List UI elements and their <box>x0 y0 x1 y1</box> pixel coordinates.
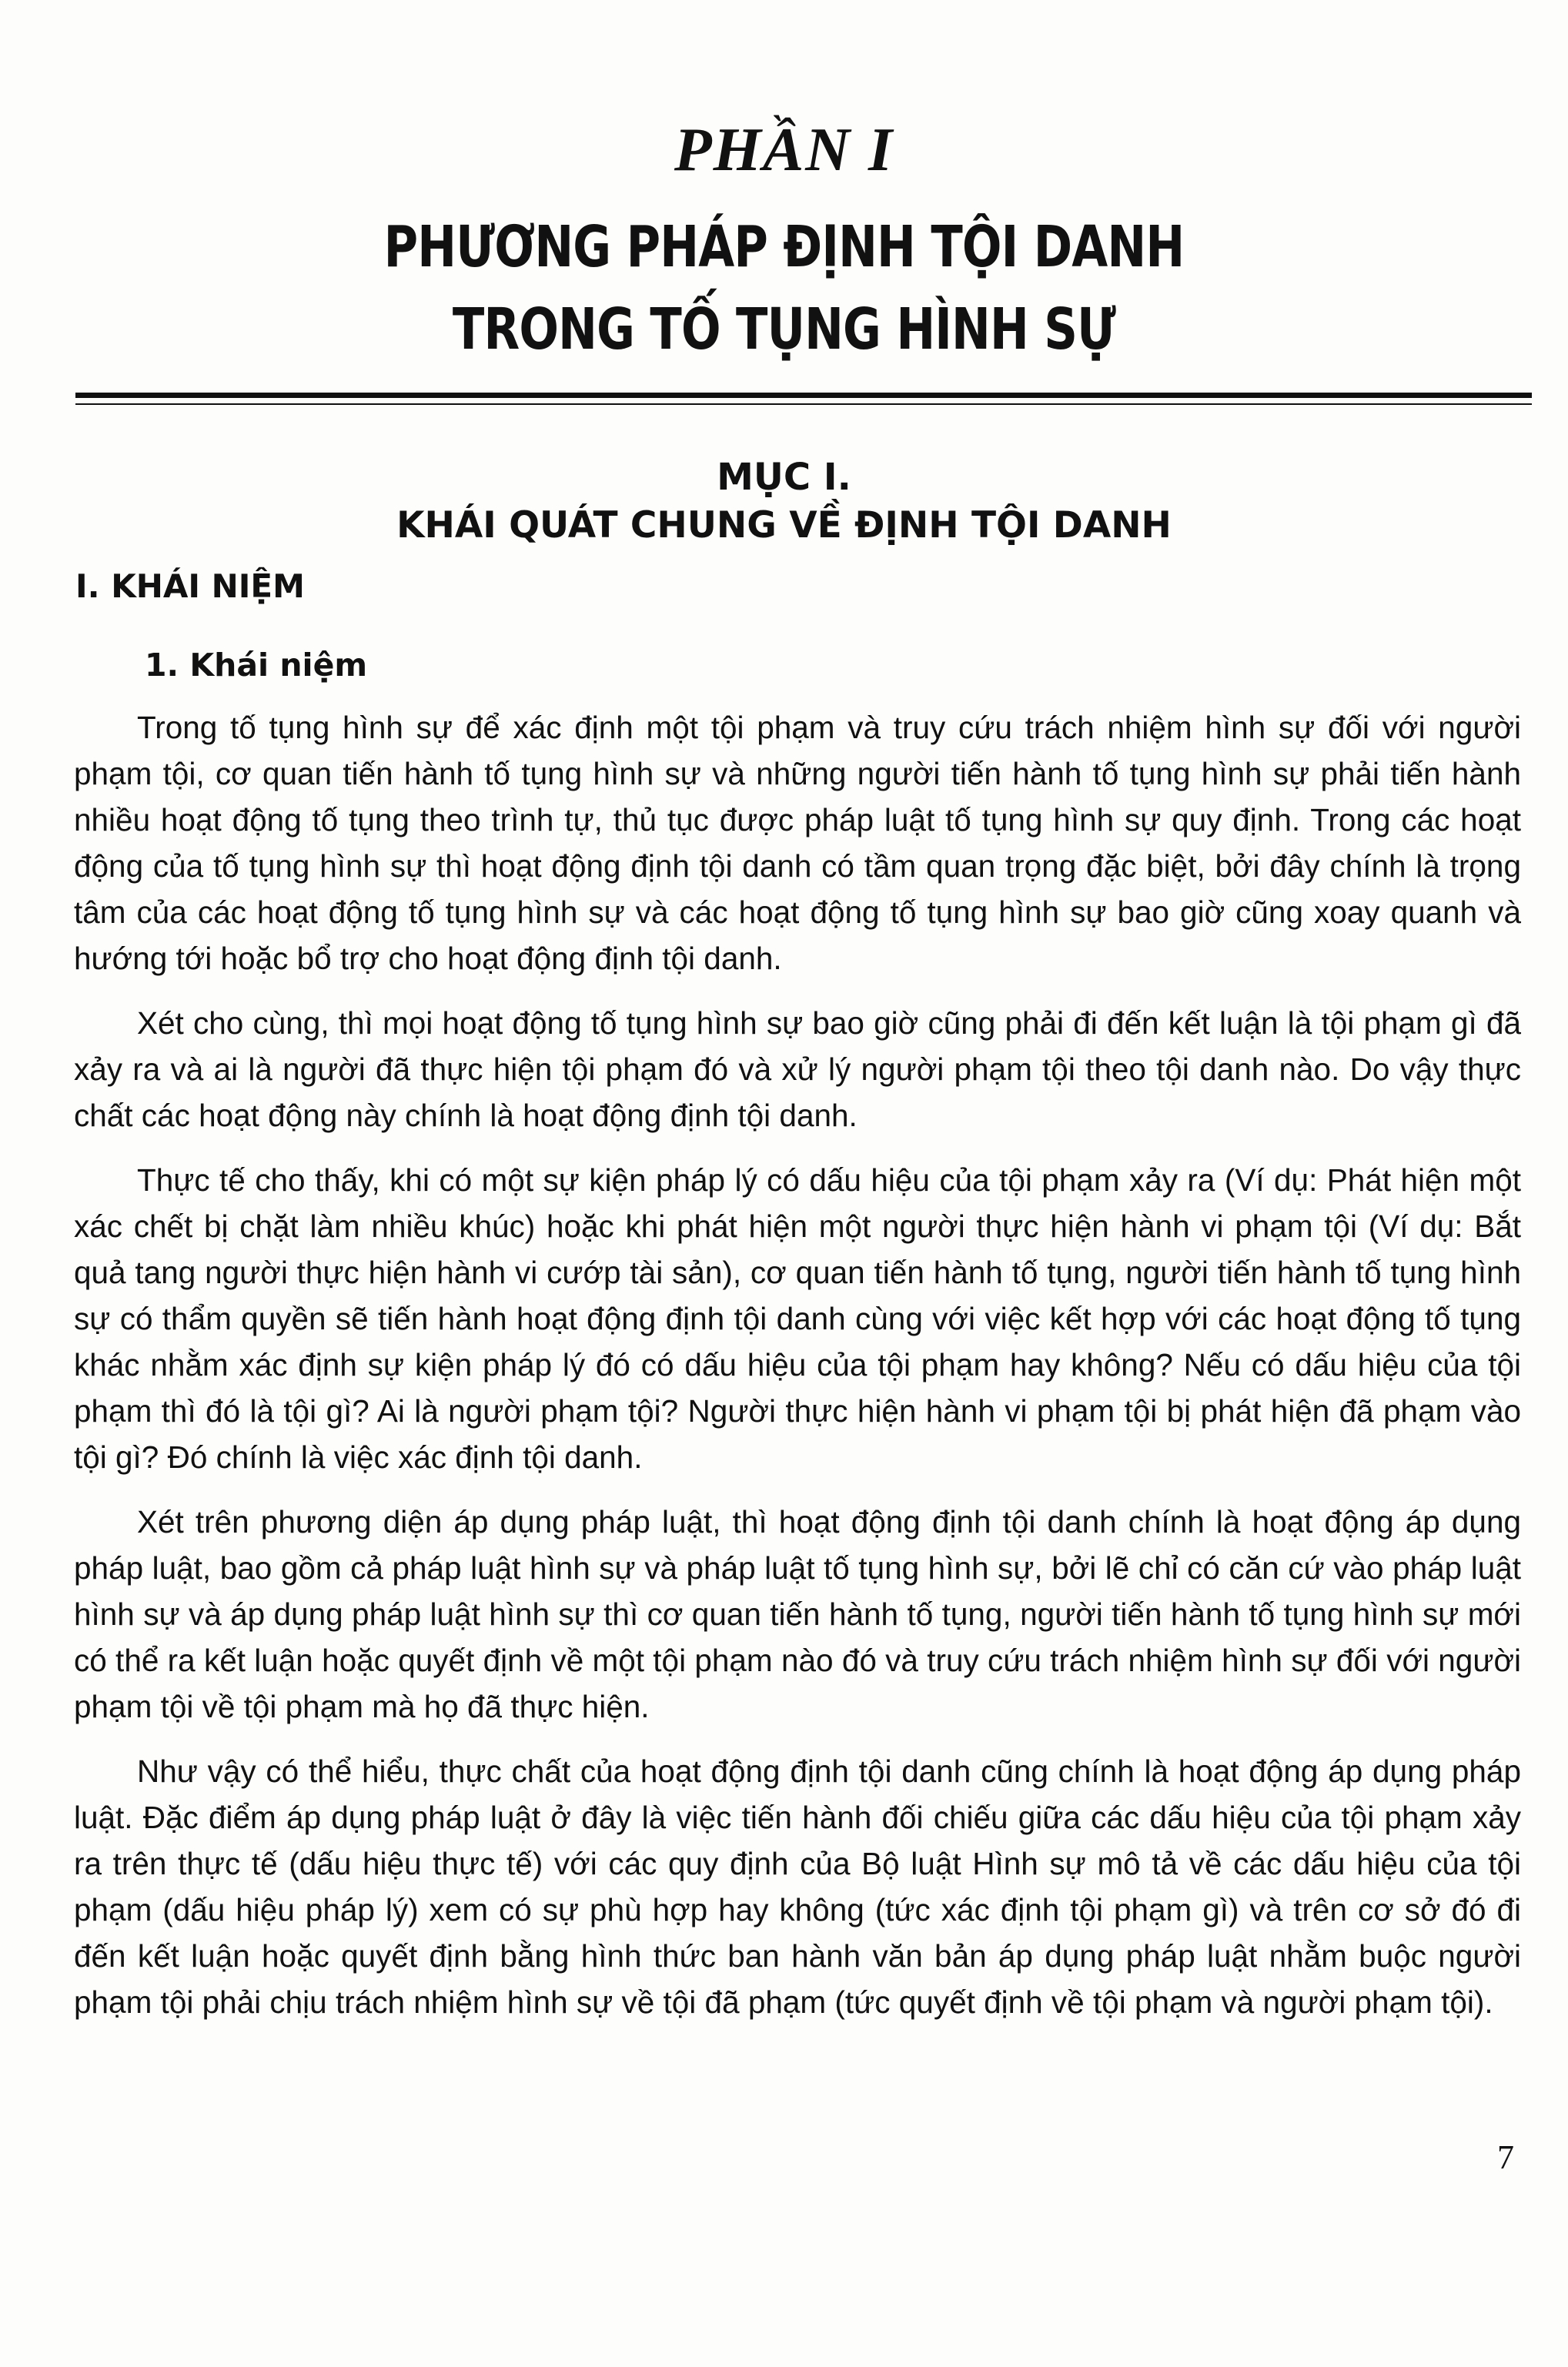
section-title: KHÁI QUÁT CHUNG VỀ ĐỊNH TỘI DANH <box>396 504 1172 547</box>
title-rule-thick <box>75 393 1532 398</box>
main-title-line-1: PHƯƠNG PHÁP ĐỊNH TỘI DANH <box>383 214 1185 280</box>
paragraph: Xét cho cùng, thì mọi hoạt động tố tụng hình sự bao giờ cũng phải đi đến kết luận là tội phạm gì đã xảy ra và ai là người đã thực hiện tội phạm đó và xử lý người phạm tội theo tội danh nào. Do vậy thực chất các hoạt động này chính là hoạt động định tội danh. <box>74 1005 1521 1133</box>
heading-level-2: 1. Khái niệm <box>145 647 368 684</box>
body-text <box>74 704 1521 2044</box>
paragraph: Trong tố tụng hình sự để xác định một tội phạm và truy cứu trách nhiệm hình sự đối với người phạm tội, cơ quan tiến hành tố tụng hình sự và những người tiến hành tố tụng hình sự phải tiến hành nhiều hoạt động tố tụng theo trình tự, thủ tục được pháp luật tố tụng hình sự quy định. Trong các hoạt động của tố tụng hình sự thì hoạt động định tội danh có tầm quan trọng đặc biệt, bởi đây chính là trọng tâm của các hoạt động tố tụng hình sự và các hoạt động tố tụng hình sự bao giờ cũng xoay quanh và hướng tới hoặc bổ trợ cho hoạt động định tội danh. <box>74 710 1521 976</box>
part-label: PHẦN I <box>674 116 894 184</box>
section-label: MỤC I. <box>717 456 851 499</box>
page-number: 7 <box>1497 2138 1514 2176</box>
title-rule-thin <box>75 403 1532 405</box>
paragraph: Như vậy có thể hiểu, thực chất của hoạt động định tội danh cũng chính là hoạt động áp dụng pháp luật. Đặc điểm áp dụng pháp luật ở đây là việc tiến hành đối chiếu giữa các dấu hiệu của tội phạm xảy ra trên thực tế (dấu hiệu thực tế) với các quy định của Bộ luật Hình sự mô tả về các dấu hiệu của tội phạm (dấu hiệu pháp lý) xem có sự phù hợp hay không (tức xác định tội phạm gì) và trên cơ sở đó đi đến kết luận hoặc quyết định bằng hình thức ban hành văn bản áp dụng pháp luật nhằm buộc người phạm tội phải chịu trách nhiệm hình sự về tội đã phạm (tức quyết định về tội phạm và người phạm tội). <box>74 1754 1521 2020</box>
main-title-line-2: TRONG TỐ TỤNG HÌNH SỰ <box>452 296 1116 363</box>
paragraph: Thực tế cho thấy, khi có một sự kiện pháp lý có dấu hiệu của tội phạm xảy ra (Ví dụ: Phát hiện một xác chết bị chặt làm nhiều khúc) hoặc khi phát hiện một người thực hiện hành vi phạm tội (Ví dụ: Bắt quả tang người thực hiện hành vi cướp tài sản), cơ quan tiến hành tố tụng, người tiến hành tố tụng hình sự có thẩm quyền sẽ tiến hành hoạt động định tội danh cùng với việc kết hợp với các hoạt động tố tụng khác nhằm xác định sự kiện pháp lý đó có dấu hiệu của tội phạm hay không? Nếu có dấu hiệu của tội phạm thì đó là tội gì? Ai là người phạm tội? Người thực hiện hành vi phạm tội bị phát hiện đã phạm vào tội gì? Đó chính là việc xác định tội danh. <box>74 1162 1521 1475</box>
heading-level-1: I. KHÁI NIỆM <box>75 567 305 605</box>
paragraph: Xét trên phương diện áp dụng pháp luật, thì hoạt động định tội danh chính là hoạt động áp dụng pháp luật, bao gồm cả pháp luật hình sự và pháp luật tố tụng hình sự, bởi lẽ chỉ có căn cứ vào pháp luật hình sự và áp dụng pháp luật hình sự thì cơ quan tiến hành tố tụng, người tiến hành tố tụng hình sự mới có thể ra kết luận hoặc quyết định về một tội phạm nào đó và truy cứu trách nhiệm hình sự đối với người phạm tội về tội phạm mà họ đã thực hiện. <box>74 1504 1521 1724</box>
